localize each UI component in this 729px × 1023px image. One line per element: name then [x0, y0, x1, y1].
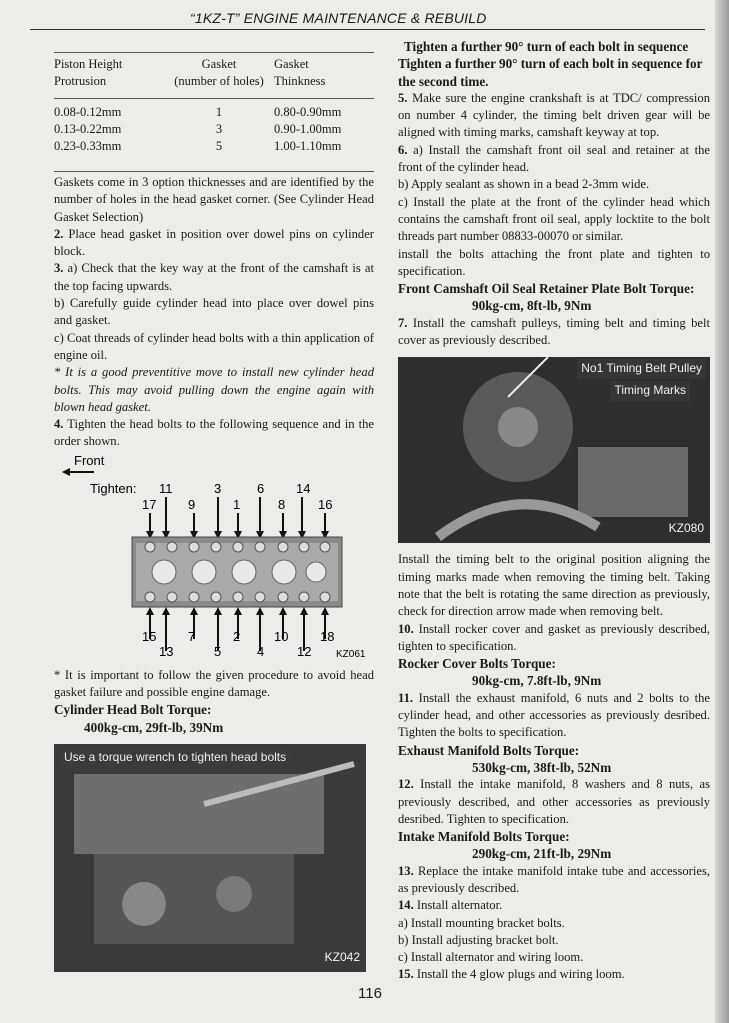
step-14c: c) Install alternator and wiring loom.	[398, 950, 584, 965]
gasket-info-paragraph: Gaskets come in 3 option thicknesses and are identified by the number of holes in the head gasket corner. (See Cylinder Head Gasket Selection)	[54, 175, 374, 224]
table-header-cell: Piston Height Protrusion	[54, 57, 123, 88]
bolt-number: 14	[296, 480, 311, 496]
table-top-rule	[54, 52, 374, 53]
bolt-number: 3	[214, 480, 222, 496]
exhaust-torque-value: 530kg-cm, 38ft-lb, 52Nm	[472, 759, 612, 775]
cylinder-head-torque-value: 400kg-cm, 29ft-lb, 39Nm	[84, 719, 224, 735]
right-column	[398, 38, 710, 984]
important-note: * It is important to follow the given procedure to avoid head gasket failure and possible engine damage.	[54, 667, 374, 700]
front-arrow-head-icon	[62, 468, 70, 476]
bolt-number: 13	[159, 643, 174, 659]
bolt-number: 6	[257, 480, 265, 496]
front-label: Front	[74, 452, 105, 468]
tighten-sequence-2: Tighten a further 90° turn of each bolt in sequence for the second time.	[398, 56, 703, 89]
intake-torque-title: Intake Manifold Bolts Torque:	[398, 829, 570, 845]
bolt-number: 1	[233, 496, 241, 512]
exhaust-torque-title: Exhaust Manifold Bolts Torque:	[398, 742, 580, 758]
table-row: 0.08-0.12mm 1 0.80-0.90mm	[54, 105, 342, 119]
step-10: 10. Install rocker cover and gasket as previously described, tighten to specification.	[398, 621, 710, 653]
table-header-cell: Gasket (number of holes)	[174, 57, 264, 88]
step-3b: b) Carefully guide cylinder head into place over dowel pins and gasket.	[54, 296, 374, 328]
bolt-number: 15	[142, 628, 157, 644]
retainer-torque-title: Front Camshaft Oil Seal Retainer Plate Bolt Torque:	[398, 281, 695, 297]
step-2: 2. Place head gasket in position over dowel pins on cylinder block.	[54, 226, 374, 259]
bolt-number: 12	[297, 643, 312, 659]
step-14a: a) Install mounting bracket bolts.	[398, 915, 565, 930]
head-bolt-note: * It is a good preventitive move to install new cylinder head bolts. This may avoid pulling down the engine again with blown head gasket.	[54, 365, 374, 414]
bolt-number: 5	[214, 643, 222, 659]
diagram-code: KZ061	[336, 648, 366, 660]
bolt-number: 17	[142, 496, 157, 512]
step-14: 14. Install alternator.	[398, 898, 503, 913]
bolt-number: 16	[318, 496, 333, 512]
page-header: “1KZ-T” ENGINE MAINTENANCE & REBUILD	[190, 10, 487, 26]
bolt-number: 8	[278, 496, 286, 512]
step-7: 7. Install the camshaft pulleys, timing belt and timing belt cover as previously described.	[398, 315, 710, 348]
torque-wrench-photo	[54, 744, 366, 972]
page-number: 116	[358, 985, 382, 1002]
step-14b: b) Install adjusting bracket bolt.	[398, 932, 559, 947]
table-row: 0.23-0.33mm 5 1.00-1.10mm	[54, 139, 342, 153]
step-15: 15. Install the 4 glow plugs and wiring loom.	[398, 967, 625, 982]
bottom-arrow-heads-icon	[146, 607, 329, 615]
step-6b: b) Apply sealant as shown in a bead 2-3mm wide.	[398, 177, 650, 192]
intake-torque-value: 290kg-cm, 21ft-lb, 29Nm	[472, 846, 612, 862]
table-header-cell: Gasket Thinkness	[274, 57, 326, 88]
step-12: 12. Install the intake manifold, 8 washers and 8 nuts, as previously described, and other accessories as previously desribed. Tighten to specification.	[398, 777, 710, 826]
table-header-row	[54, 56, 374, 90]
rocker-torque-value: 90kg-cm, 7.8ft-lb, 9Nm	[472, 673, 602, 689]
timing-photo-code: KZ080	[668, 521, 704, 536]
rocker-torque-title: Rocker Cover Bolts Torque:	[398, 656, 556, 672]
step-11: 11. Install the exhaust manifold, 6 nuts and 2 bolts to the cylinder head, and other accessories as previously desribed. Tighten the bolts to specification.	[398, 690, 710, 740]
bolt-number: 10	[274, 628, 289, 644]
bolt-number: 7	[188, 628, 196, 644]
tighten-sequence-1: Tighten a further 90° turn of each bolt in sequence	[404, 39, 689, 54]
step-4: 4. Tighten the head bolts to the following sequence and in the order shown.	[54, 417, 374, 449]
gasket-selection-table	[54, 56, 374, 90]
timing-marks-caption: Timing Marks	[610, 381, 690, 400]
table-row: 0.13-0.22mm 3 0.90-1.00mm	[54, 122, 342, 136]
bolt-number: 4	[257, 643, 265, 659]
left-column	[54, 38, 374, 972]
step-6d: install the bolts attaching the front plate and tighten to specification.	[398, 246, 710, 278]
tighten-label: Tighten:	[90, 480, 137, 496]
bolt-number: 2	[233, 628, 241, 644]
header-rule	[30, 29, 705, 30]
step-3c: c) Coat threads of cylinder head bolts with a thin application of engine oil.	[54, 330, 374, 362]
engine-photo-placeholder	[54, 744, 366, 972]
bolt-number: 9	[188, 496, 196, 512]
top-row1-labels	[142, 481, 332, 512]
step-3a: 3. a) Check that the key way at the front of the camshaft is at the top facing upwards.	[54, 261, 374, 293]
table-bottom-rule	[54, 171, 374, 172]
bottom-labels	[142, 629, 334, 659]
torque-photo-caption: Use a torque wrench to tighten head bolts	[60, 748, 290, 767]
bolt-number: 11	[159, 480, 173, 496]
cylinder-head-torque-title: Cylinder Head Bolt Torque:	[54, 702, 212, 718]
retainer-torque-value: 90kg-cm, 8ft-lb, 9Nm	[472, 298, 592, 314]
bolt-number: 18	[320, 628, 335, 644]
step-13: 13. Replace the intake manifold intake tube and accessories, as previously described.	[398, 863, 710, 895]
torque-photo-code: KZ042	[324, 949, 360, 964]
timing-belt-note: Install the timing belt to the original position aligning the timing marks made when removing the timing belt. Taking note that the belt is rotating the same direction as previously, check for direction arrow made when removing belt.	[398, 552, 710, 619]
gasket-table-body	[54, 104, 374, 155]
step-6c: c) Install the plate at the front of the cylinder head which contains the camshaft front oil seal, apply locktite to the bolt threads part number 08833-00070 or similar.	[398, 194, 710, 244]
step-6a: 6. a) Install the camshaft front oil seal and retainer at the front of the cylinder head.	[398, 142, 710, 175]
pulley-caption: No1 Timing Belt Pulley	[577, 359, 706, 378]
timing-belt-photo	[398, 357, 710, 543]
head-bolt-sequence-diagram	[54, 451, 374, 661]
table-header-rule	[54, 98, 374, 99]
page-edge-shadow	[715, 0, 729, 1023]
bolt-sequence-drawing	[54, 451, 374, 661]
step-5: 5. Make sure the engine crankshaft is at TDC/ compression on number 4 cylinder, the timing belt driven gear will be aligned with timing marks, camshaft keyway at top.	[398, 90, 710, 140]
